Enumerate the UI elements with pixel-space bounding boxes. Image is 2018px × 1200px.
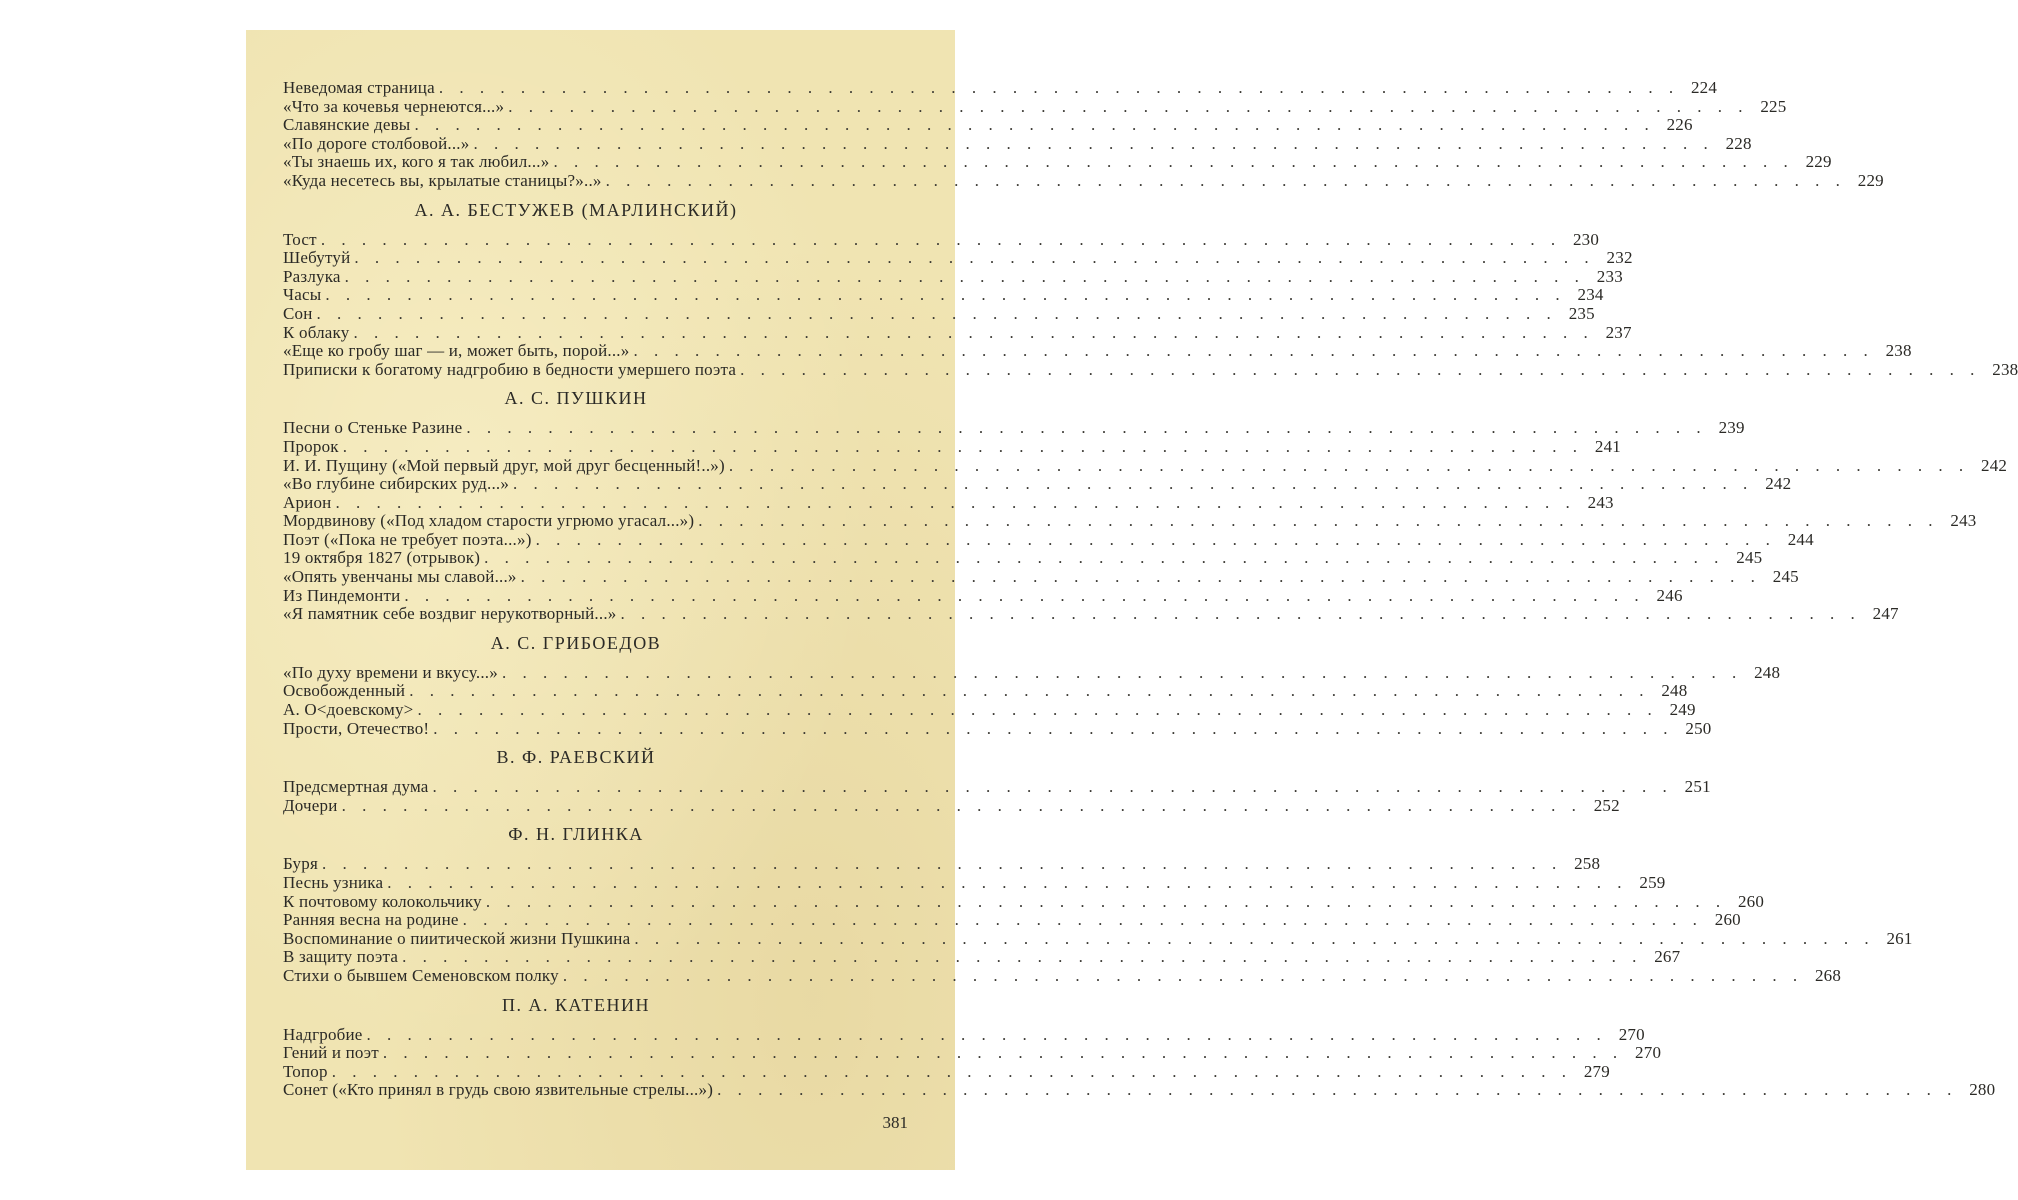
leader-dots xyxy=(433,778,1673,797)
toc-entry xyxy=(283,947,1681,967)
entry-title: Сонет («Кто принял в грудь свою язвительные стрелы...») xyxy=(283,1080,714,1100)
entry-title: Ранняя весна на родине xyxy=(283,910,459,930)
entry-page: 270 xyxy=(1635,1043,1662,1063)
toc-entry xyxy=(283,248,1633,268)
author-heading: В. Ф. РАЕВСКИЙ xyxy=(496,747,656,768)
toc-entry xyxy=(283,170,1884,191)
toc-entry xyxy=(283,795,1620,816)
leader-dots xyxy=(486,893,1726,912)
entry-title: «Опять увенчаны мы славой...» xyxy=(283,567,517,587)
entry-page: 249 xyxy=(1669,700,1696,720)
leader-dots xyxy=(620,605,1860,624)
book-page xyxy=(246,30,2018,1170)
entry-title: Славянские девы xyxy=(283,115,411,135)
leader-dots xyxy=(466,419,1706,438)
leader-dots xyxy=(634,930,1874,949)
toc-entry xyxy=(283,418,1745,438)
leader-dots xyxy=(508,98,1748,117)
toc-entry xyxy=(283,854,1601,874)
entry-title: Пророк xyxy=(283,436,339,456)
toc-entry xyxy=(283,115,1693,135)
toc-entry xyxy=(283,1043,1662,1063)
toc-entry xyxy=(283,341,1912,361)
entry-title: Шебутуй xyxy=(283,248,351,268)
entry-page: 237 xyxy=(1605,322,1632,342)
entry-title: «Я памятник себе воздвиг нерукотворный...» xyxy=(283,604,617,624)
entry-title: Топор xyxy=(283,1061,328,1081)
leader-dots xyxy=(383,1044,1623,1063)
leader-dots xyxy=(740,361,1980,380)
toc-entry xyxy=(283,585,1683,606)
leader-dots xyxy=(387,874,1627,893)
entry-title: Буря xyxy=(283,854,318,874)
page-number: 381 xyxy=(882,1113,908,1132)
leader-dots xyxy=(343,438,1583,457)
entry-page: 258 xyxy=(1574,854,1601,874)
leader-dots xyxy=(439,79,1679,98)
leader-dots xyxy=(502,664,1742,683)
entry-page: 248 xyxy=(1754,662,1781,682)
entry-title: Стихи о бывшем Семеновском полку xyxy=(283,965,559,985)
toc-entry xyxy=(283,891,1765,912)
leader-dots xyxy=(473,135,1713,154)
toc-entry xyxy=(283,928,1913,949)
leader-dots xyxy=(342,797,1582,816)
author-heading: П. А. КАТЕНИН xyxy=(502,994,650,1015)
entry-title: Дочери xyxy=(283,795,338,815)
entry-page: 244 xyxy=(1787,529,1814,549)
leader-dots xyxy=(325,286,1565,305)
entry-title: Воспоминание о пиитической жизни Пушкина xyxy=(283,928,631,948)
entry-title: «По духу времени и вкусу...» xyxy=(283,662,498,682)
toc-entry xyxy=(283,474,1792,494)
toc-entry xyxy=(283,78,1718,98)
entry-page: 260 xyxy=(1714,910,1741,930)
entry-title: А. О<доевскому> xyxy=(283,700,414,720)
entry-title: К облаку xyxy=(283,322,350,342)
leader-dots xyxy=(553,153,1793,172)
entry-title: Поэт («Пока не требует поэта...») xyxy=(283,529,532,549)
entry-title: «Что за кочевья чернеются...» xyxy=(283,96,505,116)
entry-page: 238 xyxy=(1885,341,1912,361)
leader-dots xyxy=(417,701,1657,720)
leader-dots xyxy=(633,342,1873,361)
toc-entry xyxy=(283,303,1595,324)
entry-page: 239 xyxy=(1718,418,1745,438)
toc-entry xyxy=(283,910,1741,930)
entry-page: 232 xyxy=(1606,248,1633,268)
leader-dots xyxy=(322,855,1562,874)
leader-dots xyxy=(402,948,1642,967)
entry-title: Освобожденный xyxy=(283,681,406,701)
toc-entry xyxy=(283,152,1832,172)
toc-entry xyxy=(283,873,1666,893)
entry-page: 235 xyxy=(1568,303,1595,323)
entry-page: 261 xyxy=(1886,928,1913,948)
entry-title: 19 октября 1827 (отрывок) xyxy=(283,548,481,568)
entry-page: 267 xyxy=(1654,947,1681,967)
entry-page: 228 xyxy=(1725,133,1752,153)
leader-dots xyxy=(433,720,1673,739)
leader-dots xyxy=(698,512,1938,531)
toc-entry xyxy=(283,777,1711,797)
entry-page: 241 xyxy=(1594,436,1621,456)
entry-page: 234 xyxy=(1577,285,1604,305)
toc-entry xyxy=(283,133,1752,154)
entry-page: 243 xyxy=(1950,511,1977,531)
toc-entry xyxy=(283,511,1977,531)
entry-page: 242 xyxy=(1765,474,1792,494)
leader-dots xyxy=(335,494,1575,513)
entry-title: Неведомая страница xyxy=(283,78,435,97)
entry-page: 229 xyxy=(1857,170,1884,190)
toc-entry xyxy=(283,567,1799,587)
toc-entry xyxy=(283,455,2008,476)
leader-dots xyxy=(345,268,1585,287)
entry-page: 225 xyxy=(1760,96,1787,116)
toc-entry xyxy=(283,1080,1996,1100)
leader-dots xyxy=(367,1026,1607,1045)
entry-page: 247 xyxy=(1872,604,1899,624)
entry-page: 259 xyxy=(1639,873,1666,892)
toc-entry xyxy=(283,229,1600,250)
entry-title: «Еще ко гробу шаг — и, может быть, порой...» xyxy=(283,341,630,361)
leader-dots xyxy=(332,1063,1572,1082)
leader-dots xyxy=(321,231,1561,250)
entry-title: К почтовому колокольчику xyxy=(283,891,482,911)
toc-entry xyxy=(283,285,1604,305)
toc-entry xyxy=(283,96,1787,117)
toc-entry xyxy=(283,604,1899,624)
entry-title: Гений и поэт xyxy=(283,1043,379,1063)
author-heading: А. С. ГРИБОЕДОВ xyxy=(490,632,662,653)
leader-dots xyxy=(563,967,1803,986)
entry-title: Мордвинову («Под хладом старости угрюмо угасал...») xyxy=(283,511,695,531)
toc-entry xyxy=(283,1061,1610,1082)
toc-entry xyxy=(283,1024,1645,1045)
toc-entry xyxy=(283,492,1614,513)
entry-page: 260 xyxy=(1737,891,1765,911)
leader-dots xyxy=(536,531,1776,550)
entry-title: «По дороге столбовой...» xyxy=(283,133,470,153)
author-heading: А. С. ПУШКИН xyxy=(504,388,648,409)
toc-entry xyxy=(283,436,1621,457)
entry-title: Приписки к богатому надгробию в бедности умершего поэта xyxy=(283,359,737,379)
author-heading: А. А. БЕСТУЖЕВ (МАРЛИНСКИЙ) xyxy=(414,199,738,220)
leader-dots xyxy=(513,475,1753,494)
leader-dots xyxy=(414,116,1654,135)
entry-page: 233 xyxy=(1596,266,1623,286)
leader-dots xyxy=(484,549,1724,568)
leader-dots xyxy=(409,682,1649,701)
toc-entry xyxy=(283,266,1623,287)
entry-page: 246 xyxy=(1656,585,1683,605)
entry-page: 280 xyxy=(1969,1080,1996,1100)
leader-dots xyxy=(317,305,1557,324)
entry-title: Разлука xyxy=(283,266,341,286)
entry-page: 251 xyxy=(1684,777,1711,797)
entry-page: 243 xyxy=(1587,492,1614,512)
leader-dots xyxy=(354,249,1594,268)
entry-title: Песнь узника xyxy=(283,873,384,892)
entry-page: 252 xyxy=(1593,795,1620,815)
author-heading: Ф. Н. ГЛИНКА xyxy=(508,824,644,845)
entry-page: 224 xyxy=(1690,78,1718,97)
entry-page: 248 xyxy=(1661,681,1688,701)
leader-dots xyxy=(404,587,1644,606)
entry-page: 242 xyxy=(1981,455,2008,475)
toc-entry xyxy=(283,322,1632,343)
entry-title: Арион xyxy=(283,492,332,512)
toc-entry xyxy=(283,965,1842,986)
entry-page: 250 xyxy=(1685,718,1712,738)
entry-title: В защиту поэта xyxy=(283,947,399,967)
entry-page: 245 xyxy=(1772,567,1799,587)
entry-title: «Во глубине сибирских руд...» xyxy=(283,474,510,494)
entry-title: Надгробие xyxy=(283,1024,363,1044)
entry-page: 245 xyxy=(1736,548,1763,568)
entry-title: Из Пиндемонти xyxy=(283,585,401,605)
entry-title: Сон xyxy=(283,303,313,323)
toc-entry xyxy=(283,548,1763,568)
leader-dots xyxy=(606,172,1846,191)
entry-title: Предсмертная дума xyxy=(283,777,429,797)
entry-title: Прости, Отечество! xyxy=(283,718,430,738)
entry-title: Песни о Стеньке Разине xyxy=(283,418,463,438)
entry-page: 238 xyxy=(1992,359,2018,379)
entry-title: «Ты знаешь их, кого я так любил...» xyxy=(283,152,550,172)
leader-dots xyxy=(521,568,1761,587)
leader-dots xyxy=(463,911,1703,930)
entry-page: 226 xyxy=(1666,115,1693,135)
entry-page: 268 xyxy=(1814,965,1842,985)
entry-title: «Куда несетесь вы, крылатые станицы?»..» xyxy=(283,170,602,190)
leader-dots xyxy=(353,324,1593,343)
table-of-contents xyxy=(283,78,2018,1100)
entry-title: И. И. Пущину («Мой первый друг, мой друг бесценный!..») xyxy=(283,455,725,475)
entry-title: Часы xyxy=(283,285,322,305)
entry-page: 229 xyxy=(1805,152,1832,172)
toc-entry xyxy=(283,718,1712,739)
toc-entry xyxy=(283,359,2018,380)
entry-page: 270 xyxy=(1618,1024,1645,1044)
toc-entry xyxy=(283,529,1814,550)
toc-entry xyxy=(283,700,1696,720)
toc-entry xyxy=(283,662,1781,683)
leader-dots xyxy=(729,457,1969,476)
entry-page: 230 xyxy=(1572,229,1600,249)
leader-dots xyxy=(717,1081,1957,1100)
toc-entry xyxy=(283,681,1688,701)
entry-page: 279 xyxy=(1583,1061,1610,1081)
entry-title: Тост xyxy=(283,229,317,249)
